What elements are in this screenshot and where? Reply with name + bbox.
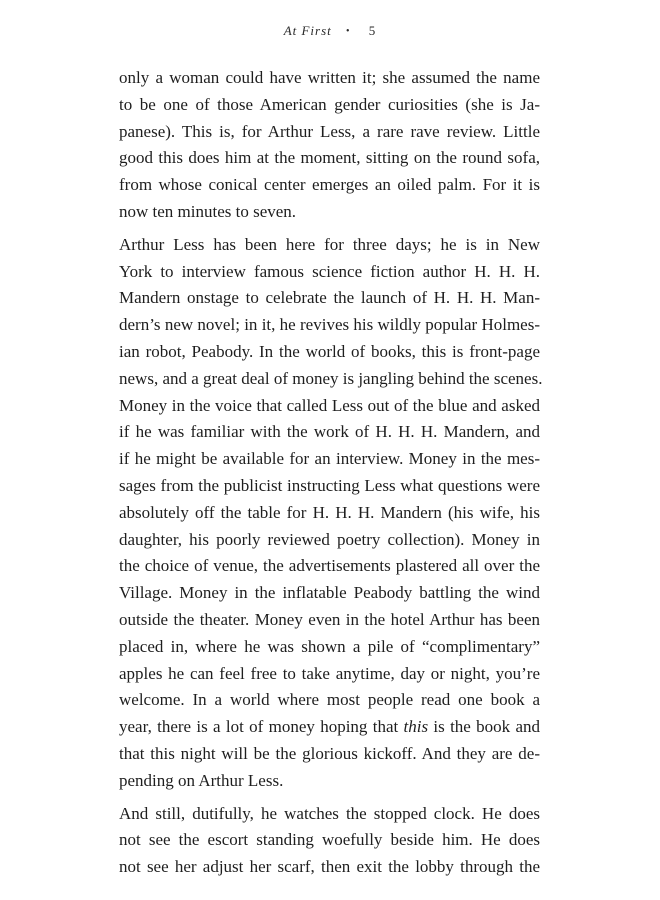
text-line: ian robot, Peabody. In the world of books, this is front-page — [119, 341, 540, 361]
text-line: Mandern onstage to celebrate the launch of H. H. H. Man- — [119, 288, 540, 308]
text-line: welcome. In a world where most people read one book a — [119, 690, 540, 710]
text-line: not see her adjust her scarf, then exit the lobby through the — [119, 857, 540, 877]
text-line: Village. Money in the inflatable Peabody battling the wind — [119, 583, 540, 603]
text-line: only a woman could have written it; she assumed the name — [119, 68, 540, 87]
body-text — [119, 65, 543, 881]
text-line: if he was familiar with the work of H. H. H. Mandern, and — [119, 422, 540, 442]
text-line: And still, dutifully, he watches the stopped clock. He does — [119, 803, 540, 823]
paragraph-3 — [119, 801, 540, 881]
text-line: absolutely off the table for H. H. H. Mandern (his wife, his — [119, 502, 540, 522]
text-line: panese). This is, for Arthur Less, a rare rave review. Little — [119, 121, 540, 141]
chapter-title: At First — [283, 23, 332, 38]
text-segment: is the book and — [433, 717, 540, 737]
text-line: to be one of those American gender curiosities (she is Ja- — [119, 94, 540, 114]
text-line: sages from the publicist instructing Less what questions were — [119, 475, 540, 495]
paragraph-1 — [119, 65, 540, 226]
text-line: if he might be available for an interview. Money in the mes- — [119, 449, 540, 469]
text-line: news, and a great deal of money is jangling behind the scenes. — [119, 368, 543, 388]
text-line: from whose conical center emerges an oiled palm. For it is — [119, 175, 540, 195]
text-line: Arthur Less has been here for three days; he is in New — [119, 234, 540, 254]
page-number: 5 — [368, 23, 377, 38]
text-line: York to interview famous science fiction author H. H. H. — [119, 261, 540, 281]
text-line: not see the escort standing woefully beside him. He does — [119, 830, 540, 850]
text-line: outside the theater. Money even in the hotel Arthur has been — [119, 609, 540, 629]
text-line: now ten minutes to seven. — [119, 201, 297, 221]
text-line: placed in, where he was shown a pile of “complimentary” — [119, 636, 540, 656]
text-line: apples he can feel free to take anytime, day or night, you’re — [119, 663, 540, 683]
text-segment: year, there is a lot of money hoping that — [119, 717, 399, 737]
text-line: daughter, his poorly reviewed poetry collection). Money in — [119, 529, 540, 549]
text-line-with-italic — [119, 714, 540, 741]
separator-bullet: • — [346, 26, 351, 37]
text-line: good this does him at the moment, sitting on the round sofa, — [119, 148, 540, 168]
running-head — [0, 23, 660, 39]
italic-word: this — [403, 717, 429, 737]
text-line: pending on Arthur Less. — [119, 770, 284, 790]
text-line: Money in the voice that called Less out of the blue and asked — [119, 395, 540, 415]
text-line: the choice of venue, the advertisements plastered all over the — [119, 556, 540, 576]
text-line: dern’s new novel; in it, he revives his wildly popular Holmes- — [119, 315, 540, 335]
text-line: that this night will be the glorious kickoff. And they are de- — [119, 743, 540, 763]
paragraph-2 — [119, 232, 543, 795]
